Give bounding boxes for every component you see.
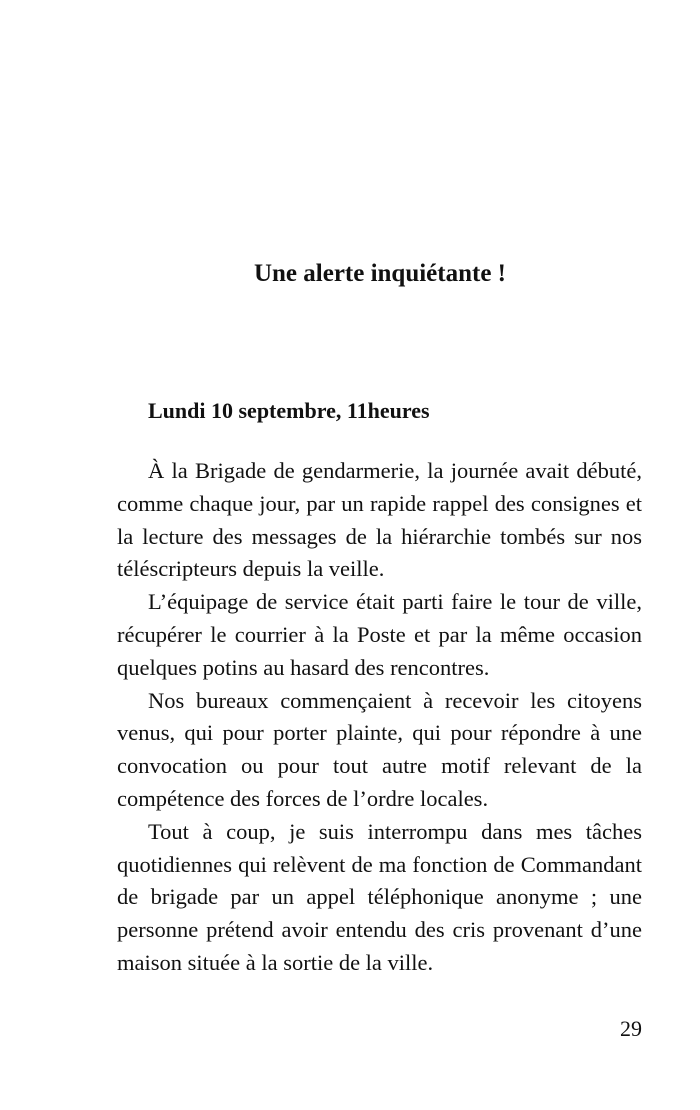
page-number: 29 bbox=[620, 1016, 642, 1041]
chapter-subheading: Lundi 10 septembre, 11heures bbox=[148, 398, 430, 423]
paragraph: Tout à coup, je suis interrompu dans mes tâches quotidiennes qui relèvent de ma fonction de Commandant de brigade par un appel téléphonique anonyme ; une personne prétend avoir entendu des cris provenant d’une maison située à la sortie de la ville. bbox=[117, 818, 642, 975]
paragraph: L’équipage de service était parti faire le tour de ville, récupérer le courrier à la Poste et par la même occasion quelques potins au hasard des rencontres. bbox=[117, 589, 642, 680]
paragraph: À la Brigade de gendarmerie, la journée avait débuté, comme chaque jour, par un rapide rappel des consignes et la lecture des messages de la hiérarchie tombés sur nos téléscripteurs depuis la veille. bbox=[117, 458, 642, 582]
paragraph: Nos bureaux commençaient à recevoir les citoyens venus, qui pour porter plainte, qui pour répondre à une convocation ou pour tout autre motif relevant de la compétence des forces de l’ordre locales. bbox=[117, 687, 642, 811]
body-text bbox=[117, 455, 642, 980]
chapter-title: Une alerte inquiétante ! bbox=[253, 260, 507, 287]
